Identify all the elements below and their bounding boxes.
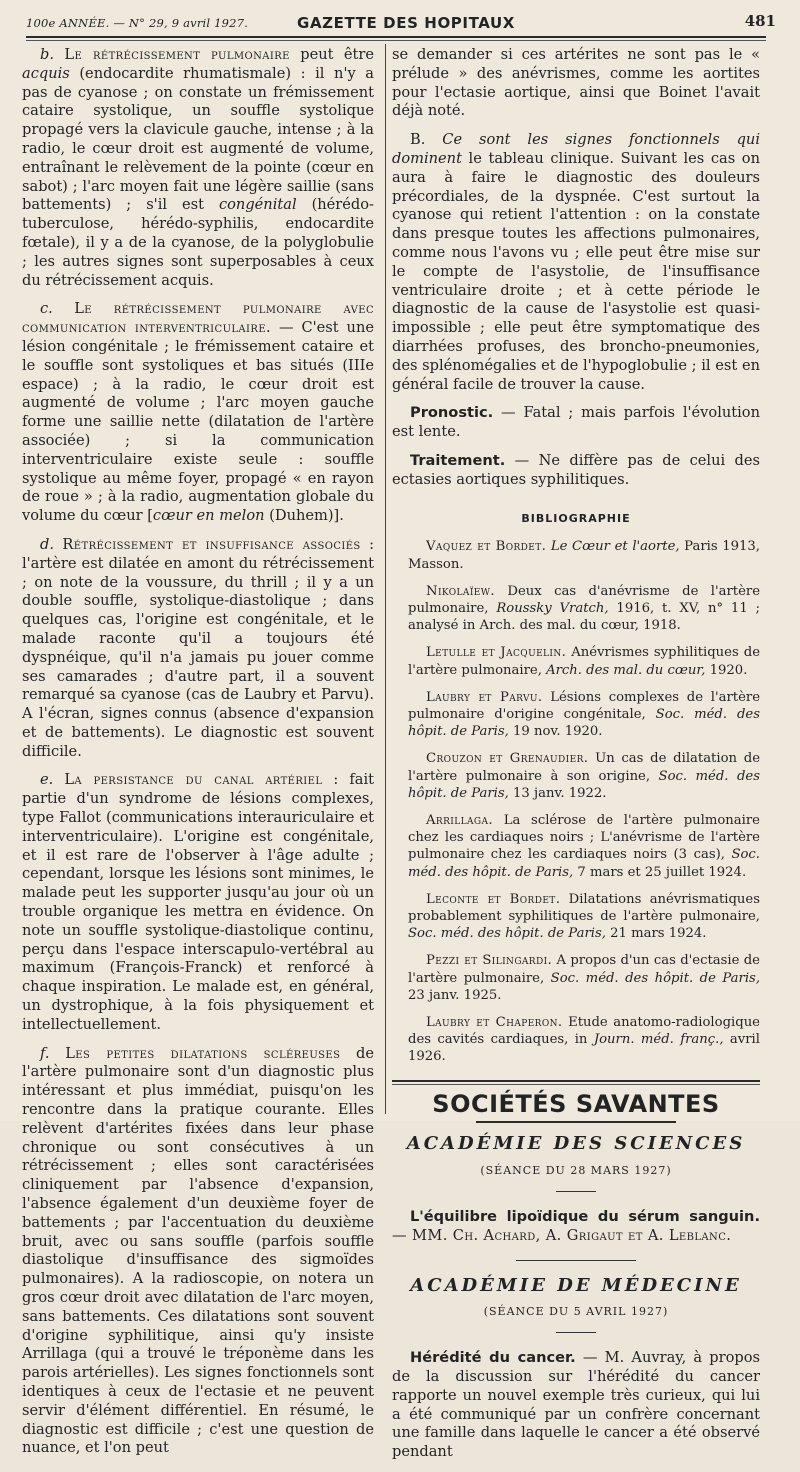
right-column [392,46,760,1472]
bibliography-entry: Leconte et Bordet. Dilatations anévrismatiques probablement syphilitiques de l'artère pulmonaire, Soc. méd. des hôpit. de Paris, 21 mars 1924. [408,891,760,942]
bibliography-entry: Arrillaga. La sclérose de l'artère pulmonaire chez les cardiaques noirs ; L'anévrisme de l'artère pulmonaire chez les cardiaques noirs (3 cas), Soc. méd. des hôpit. de Paris, 7 mars et 25 juillet 1924. [408,812,760,880]
divider-rule [516,1260,636,1261]
academie-medecine-title: ACADÉMIE DE MÉDECINE [410,1274,742,1296]
academie-sciences-title: ACADÉMIE DES SCIENCES [406,1133,746,1155]
section-heading: La persistance du canal artériel [64,771,323,789]
section-rule [392,1080,760,1082]
seance-date: (SÉANCE DU 28 MARS 1927) [480,1164,672,1178]
column-divider [385,44,386,1114]
section-label: b. [40,46,54,63]
subheading: Traitement. [410,451,506,469]
communication-item: L'équilibre lipoïdique du sérum sanguin. — MM. Ch. Achard, A. Grigaut et A. Leblanc. [392,1208,760,1244]
short-rule [556,1191,596,1192]
paragraph-d: d. Rétrécissement et insuffisance associés : l'artère est dilatée en amont du rétrécissement ; on note de la voussure, du thrill ; il y a un double souffle, systolique-diastolique ; dans quelques cas, l'origine est congénitale, et le malade raconte qu'il a toujours été dyspnéique, qu'il n'a jamais pu jouer comme ses camarades ; d'autre part, il a souvent remarqué sa cyanose (cas de Laubry et Parvu). A l'écran, signes connus (absence d'expansion et de battements). Le diagnostic est souvent difficile. [22,535,375,760]
section-label: f. [40,1044,50,1062]
subheading: Pronostic. [410,404,494,422]
short-rule [556,1332,596,1333]
section-label: d. [40,535,54,553]
page-number: 481 [744,12,776,30]
header-rule [26,36,766,38]
bibliography-title: BIBLIOGRAPHIE [521,511,631,525]
societes-savantes-title: SOCIÉTÉS SAVANTES [432,1089,720,1118]
section-heading: Les petites dilatations scléreuses [65,1044,341,1062]
societes-rule [476,1121,676,1123]
section-label: e. [40,771,54,789]
paragraph-continuation: se demander si ces artérites ne sont pas le « prélude » des anévrismes, comme les aortites pour l'ectasie aortique, ainsi que Boinet l'avait déjà noté. [392,46,760,120]
seance-date: (SÉANCE DU 5 AVRIL 1927) [483,1305,669,1319]
section-heading: Rétrécissement et insuffisance associés [62,535,361,553]
bibliography-entry: Nikolaïew. Deux cas d'anévrisme de l'artère pulmonaire, Roussky Vratch, 1916, t. XV, n° 11 ; analysé in Arch. des mal. du cœur, 1918. [408,583,760,634]
running-head [26,10,786,36]
section-heading: Le rétrécissement pulmonaire [64,46,290,63]
paragraph-traitement: Traitement. — Ne diffère pas de celui des ectasies aortiques syphilitiques. [392,451,760,488]
section-heading: Le rétrécissement pulmonaire avec communication interventriculaire. [22,300,375,337]
paragraph-B: B. Ce sont les signes fonctionnels qui dominent le tableau clinique. Suivant les cas on aura à faire le diagnostic des douleurs précordiales, de la dyspnée. C'est surtout la cyanose qui retient l'attention : on la constate dans presque toutes les affections pulmonaires, comme nous l'avons vu ; elle peut être mise sur le compte de l'asystolie, de l'insuffisance ventriculaire droite ; et à cette période le diagnostic de la cause de l'asystolie est quasi-impossible ; elle peut être symptomatique des diarrhées profuses, des broncho-pneumonies, des splénomégalies et de l'hypoglobulie ; il est en général facile de trouver la cause. [392,131,761,393]
paragraph-f: f. Les petites dilatations scléreuses de l'artère pulmonaire sont d'un diagnostic plus intéressant et plus immédiat, puisqu'on les rencontre dans la pratique courante. Elles relèvent d'artérites fixées dans leur phase chronique ou sont consécutives à un rétrécissement ; elles sont caractérisées cliniquement par l'absence d'expansion, l'absence également d'un deuxième foyer de battements ; par l'accentuation du deuxième bruit, avec ou sans souffle (parfois souffle diastolique d'insuffisance des sigmoïdes pulmonaires). A la radioscopie, on notera un gros cœur droit avec dilatation de l'arc moyen, sans battements. Ces dilatations sont souvent d'origine syphilitique, ainsi qu'y insiste Arrillaga (qui a trouvé le tréponème dans les parois artérielles). Les signes fonctionnels sont identiques à ceux de l'ectasie et ne peuvent servir d'élément différentiel. En résumé, le diagnostic est difficile ; c'est une question de nuance, et l'on peut [22,1044,375,1457]
bibliography-entry: Laubry et Parvu. Lésions complexes de l'artère pulmonaire d'origine congénitale, Soc. méd. des hôpit. de Paris, 19 nov. 1920. [408,689,760,740]
paragraph-b: b. Le rétrécissement pulmonaire peut être acquis (endocardite rhumatismale) : il n'y a pas de cyanose ; on constate un frémissement cataire systolique, un souffle systolique propagé vers la clavicule gauche, intense ; à la radio, le cœur droit est augmenté de volume, entraînant le relèvement de la pointe (cœur en sabot) ; l'arc moyen fait une légère saillie (sans battements) ; s'il est congénital (hérédo-tuberculose, hérédo-syphilis, endocardite fœtale), il y a de la cyanose, de la polyglobulie ; les autres signes sont superposables à ceux du rétrécissement acquis. [22,46,375,289]
communication-item: Hérédité du cancer. — M. Auvray, à propos de la discussion sur l'hérédité du cancer rapporte un nouvel exemple très curieux, qui lui a été communiqué par un confrère concernant une famille dans laquelle le cancer a été observé pendant [392,1349,760,1461]
journal-title: GAZETTE DES HOPITAUX [297,14,515,32]
section-label: c. [40,300,53,318]
bibliography-entry: Letulle et Jacquelin. Anévrismes syphilitiques de l'artère pulmonaire, Arch. des mal. du cœur, 1920. [408,645,760,678]
section-label: B. [410,131,426,149]
bibliography-entry: Pezzi et Silingardi. A propos d'un cas d'ectasie de l'artère pulmonaire, Soc. méd. des hôpit. de Paris, 23 janv. 1925. [408,953,761,1003]
header-rule-thin [26,40,766,41]
bibliography-list [392,538,760,1065]
section-rule-thin [392,1084,760,1085]
left-column [22,46,374,1468]
paragraph-c: c. Le rétrécissement pulmonaire avec communication interventriculaire. — C'est une lésion congénitale ; le frémissement cataire et le souffle sont systoliques et bas situés (IIIe espace) ; à la radio, le cœur droit est augmenté de volume ; l'arc moyen gauche forme une saillie nette (dilatation de l'artère associée) ; si la communication interventriculaire existe seule : souffle systolique au même foyer, propagé « en rayon de roue » ; à la radio, augmentation globale du volume du cœur [cœur en melon (Duhem)]. [22,300,375,525]
bibliography-entry: Crouzon et Grenaudier. Un cas de dilatation de l'artère pulmonaire à son origine, Soc. méd. des hôpit. de Paris, 13 janv. 1922. [408,751,760,801]
bibliography-entry: Vaquez et Bordet. Le Cœur et l'aorte, Paris 1913, Masson. [408,539,760,572]
paragraph-pronostic: Pronostic. — Fatal ; mais parfois l'évolution est lente. [392,404,760,441]
paragraph-e: e. La persistance du canal artériel : fait partie d'un syndrome de lésions complexes, type Fallot (communications interauriculaire et interventriculaire). L'origine est congénitale, et il est rare de l'observer à l'âge adulte ; cependant, lorsque les lésions sont minimes, le malade peut les supporter jusqu'au jour où un trouble organique les mettra en évidence. On note un souffle systolique-diastolique continu, perçu dans l'espace interscapulo-vertébral au maximum (François-Franck) et renforcé à chaque inspiration. Le malade est, en général, un dystrophique, à la fois physiquement et intellectuellement. [22,771,374,1033]
issue-info: 100e ANNÉE. — N° 29, 9 avril 1927. [26,16,249,30]
bibliography-entry: Laubry et Chaperon. Etude anatomo-radiologique des cavités cardiaques, in Journ. méd. franç., avril 1926. [408,1015,760,1065]
